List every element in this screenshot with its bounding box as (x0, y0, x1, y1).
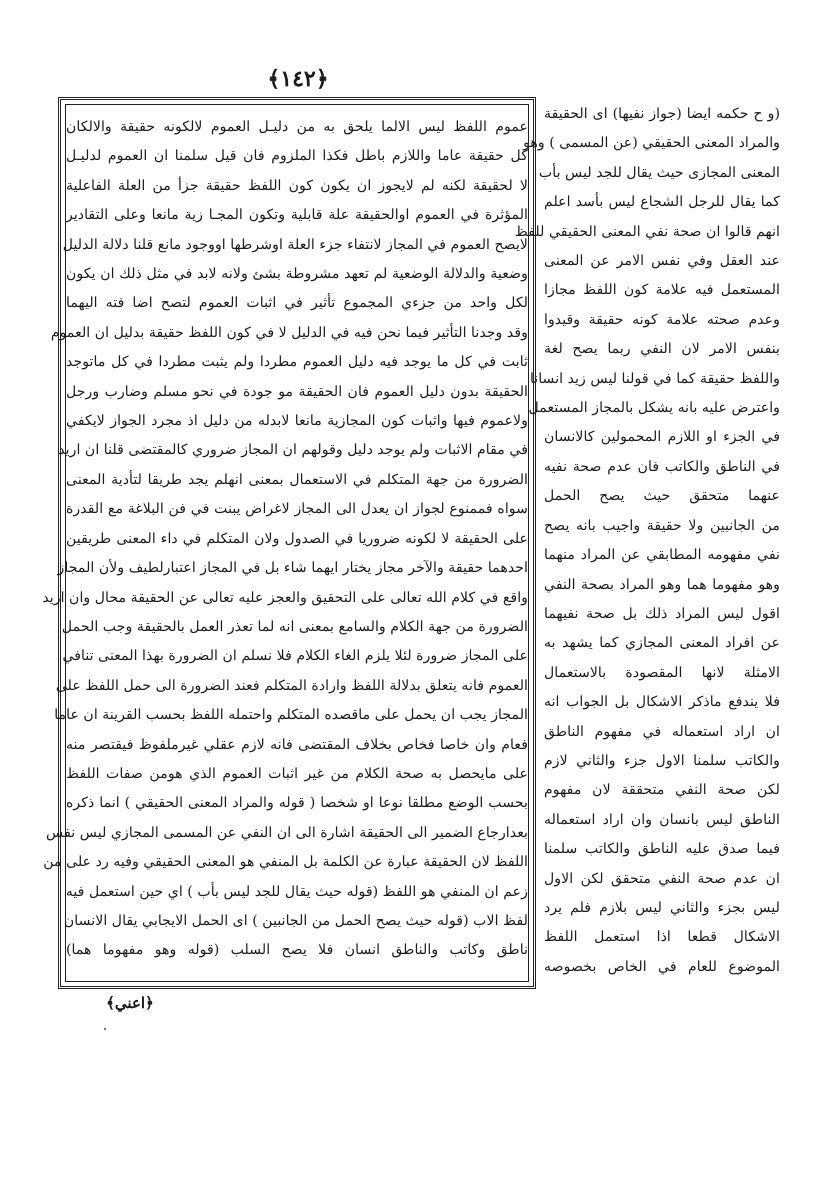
margin-text-line: الامثلة لانها المقصودة بالاستعمال (544, 664, 780, 681)
main-text-line: الحقيقة بدون دليل العموم فان الحقيقة مو جودة في نحو مسلم وضارب ورجل (66, 383, 528, 400)
main-text-line: لكل واحد من جزءي المجموع تأثير في اثبات العموم لتصح اضا فته اليهما (66, 295, 528, 312)
main-text-line: لفظ الاب (قوله حيث يصح الحمل من الجانبين ) اى الحمل الايجابي يقال الانسان (63, 912, 528, 929)
main-text-line: الضرورة من جهة الكلام والسامع بمعنى انه لما تعذر العمل بالحقيقة وجب الحمل (61, 618, 528, 635)
main-text-line: على المجاز ضرورة لئلا يلزم الغاء الكلام فلا نسلم ان الضرورة بهذا المعنى تنافي (62, 648, 528, 665)
margin-text-line: فيما صدق عليه الناطق والكاتب سلمنا (544, 841, 780, 858)
main-text-line: بعدارجاع الضمير الى الحقيقة اشارة الى ان النفي عن المسمى المجازي ليس نفس (45, 824, 528, 841)
margin-text-line: في الجزء او اللازم المحمولين كالانسان (544, 429, 780, 446)
main-text-line: زعم ان المنفي هو اللفظ (قوله حيث يقال للجد ليس بأب ) اي حين استعمل فيه (65, 883, 528, 900)
main-text-line: المجاز يجب ان يحمل على ماقصده المتكلم واحتمله اللفظ بحسب القرينة ان عاما (54, 707, 528, 724)
main-text-line: بحسب الوضع مطلقا نوعا او شخصا ( قوله والمراد المعنى الحقيقي ) انما ذكره (66, 795, 528, 812)
main-text-line: وضعية والدلالة الوضعية لم تعهد مشروطة بشئ ولانه لابد في مثل ذلك ان يكون (66, 266, 528, 283)
main-text-line: ناطق وكاتب والناطق انسان فلا يصح السلب (قوله وهو مفهوما هما) (66, 942, 528, 959)
main-text-line: احدهما حقيقة والآخر مجاز يختار ايهما شاء بل في المجاز اعتبارلطيف ولأن المجاز (57, 560, 528, 577)
main-text-line: ثابت في كل ما يوجد فيه دليل العموم مطردا ولم يثبت مطردا في كل ماتوجد (66, 354, 528, 371)
margin-text-line: والمراد المعنى الحقيقي (عن المسمى ) وهو (523, 135, 780, 152)
main-text-line: وقد وجدنا التأثير فيما نحن فيه في الدليل لا في كون اللفظ حقيقة بدليل ان العموم (50, 324, 528, 341)
main-text-line: الضرورة من جهة المتكلم في الاستعمال بمعنى انهلم يجد طريقا لتأدية المعنى (66, 471, 528, 488)
main-text-line: اللفظ لان الحقيقة عبارة عن الكلمة بل المنفي هو المعنى الحقيقي وفيه رد على من (43, 854, 528, 871)
main-text-line: على مايحصل به صحة الكلام من غير اثبات العموم الذي هومن صفات اللفظ (66, 765, 528, 782)
margin-text-line: عن افراد المعنى المجازي كما يشهد به (544, 635, 780, 652)
margin-text-line: واللفظ حقيقة كما في قولنا ليس زيد انسانا (529, 370, 780, 387)
margin-text-line: نفي مفهومه المطابقي عن المراد منهما (544, 547, 780, 564)
margin-text-line: عنهما متحقق حيث يصح الحمل (544, 488, 780, 505)
scan-speck (104, 1028, 106, 1030)
main-text-line: على الحقيقة لا لكونه ضروريا في الصدول ولان المتكلم في داء المعنى طريقين (66, 530, 528, 547)
margin-text-line: ان عدم صحة النفي متحقق لكن الاول (544, 870, 780, 887)
margin-text-line: المستعمل فيه علامة كون اللفظ مجازا (544, 282, 780, 299)
margin-text-line: ليس بجزء والثاني ليس بلازم فلم يرد (544, 899, 780, 916)
main-text-line: المؤثرة في العموم اوالحقيقة علة قابلية وتكون المجـا زية مانعا وعلى التقادير (66, 207, 528, 224)
main-text-line: عموم اللفظ ليس الالما يلحق به من دليـل العموم لالكونه حقيقة والالكان (66, 119, 528, 135)
main-text-line: واقع في كلام الله تعالى على التحقيق والعجز عليه تعالى عن الحقيقة محال وان اريد (42, 589, 528, 606)
main-text-line: كل حقيقة عاما واللازم باطل فكذا الملزوم فان قيل سلمنا ان العموم لدليـل (66, 148, 528, 165)
margin-text-line: وعدم صحته علامة كونه حقيقة وقيدوا (544, 311, 780, 328)
margin-text-line: لكن صحة النفي متحققة لان مفهوم (544, 782, 780, 799)
main-text-line: في مقام الاثبات ولم يوجد دليل وقولهم ان المجاز ضروري كالمقتضى قلنا ان اريد (58, 442, 528, 459)
margin-text-line: ان اراد استعماله في مفهوم الناطق (544, 723, 780, 740)
margin-text-line: كما يقال للرجل الشجاع ليس بأسد اعلم (544, 194, 780, 211)
margin-text-line: الموضوع للعام في الخاص بخصوصه (544, 958, 780, 975)
margin-text-line: من الجانبين ولا حقيقة واجيب بانه يصح (544, 517, 780, 534)
margin-text-line: واعترض عليه بانه يشكل بالمجاز المستعمل (528, 400, 780, 417)
margin-text-line: اقول ليس المراد ذلك بل صحة نفيهما (544, 605, 780, 622)
margin-text-line: فلا يندفع ماذكر الاشكال بل الجواب انه (544, 694, 780, 711)
margin-text-line: الاشكال قطعا اذا استعمل اللفظ (544, 929, 780, 946)
main-text-line: لا لحقيقة لكنه لم لايجوز ان يكون كون اللفظ حقيقة جزأ من العلة الفاعلية (66, 177, 528, 194)
margin-text-line: انهم قالوا ان صحة نفي المعنى الحقيقي للفظ (514, 223, 780, 240)
margin-text-line: عند العقل وفي نفس الامر عن المعنى (544, 253, 780, 270)
margin-text-line: المعنى المجازى حيث يقال للجد ليس بأب (538, 164, 780, 181)
main-commentary (42, 113, 528, 966)
margin-text-line: في الناطق والكاتب فان عدم صحة نفيه (544, 458, 780, 475)
catchword: ﴿اعني﴾ (106, 994, 154, 1012)
page-number: ﴿١٤٢﴾ (267, 66, 329, 92)
main-text-line: ولاعموم فيها واثبات كون المجازية مانعا لابدله من دليل اذ مجرد الجواز لايكفي (66, 413, 528, 430)
margin-text-line: بنفس الامر لان النفي ربما يصح لغة (544, 341, 780, 358)
margin-text-line: وهو مفهوما هما وهو المراد بصحة النفي (544, 576, 780, 593)
main-text-line: فعام وان خاصا فخاص بخلاف المقتضى فانه لازم عقلي غيرملفوظ فيقتصر منه (66, 736, 528, 753)
marginal-commentary (514, 100, 780, 982)
margin-text-line: الناطق ليس بانسان وان اراد استعماله (544, 811, 780, 828)
margin-text-line: (و ح حكمه ايضا (جواز نفيها) اى الحقيقة (544, 106, 780, 122)
main-text-line: لايصح العموم في المجاز لانتفاء جزء العلة اوشرطها اووجود مانع قلنا دلالة الدليل (62, 236, 528, 253)
main-text-line: العموم فانه يتعلق بدلالة اللفظ وارادة المتكلم فعند الضرورة الى حمل اللفظ على (55, 677, 528, 694)
main-text-line: سواه فممنوع لجواز ان يعدل الى المجاز لاغراض يبنت في فن البلاغة مع القدرة (66, 501, 528, 518)
margin-text-line: والكاتب سلمنا الاول جزء والثاني لازم (544, 752, 780, 769)
